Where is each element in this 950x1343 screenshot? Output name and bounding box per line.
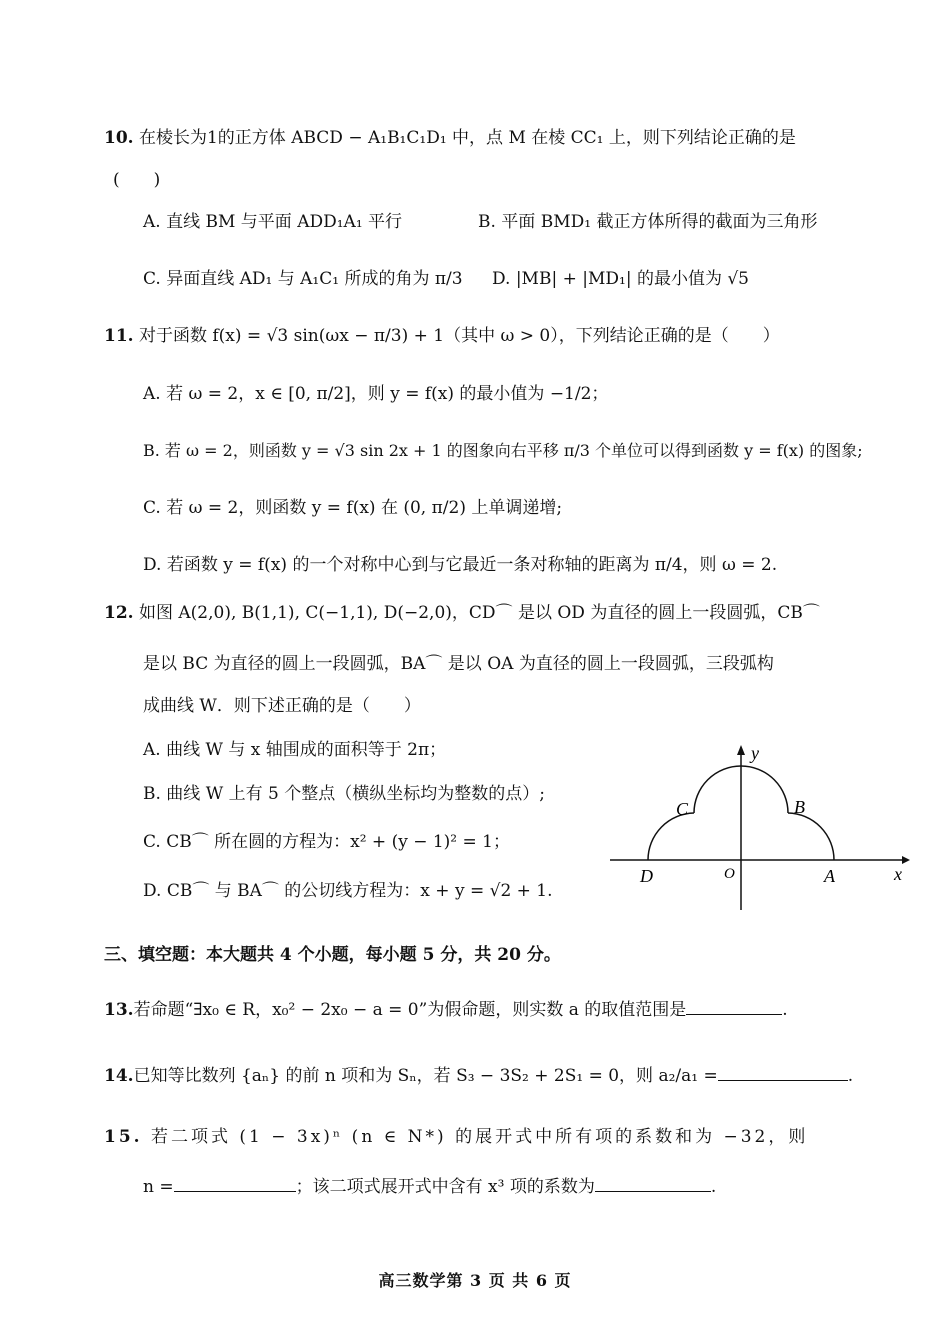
q12-number: 12. [104, 603, 134, 623]
q15-line2 [143, 1173, 716, 1199]
q12-stem-line3: 成曲线 W．则下述正确的是（ ） [143, 696, 421, 716]
q12-figure [600, 735, 920, 915]
q11-text: 对于函数 f(x) = √3 sin(ωx − π/3) + 1（其中 ω > 0），下列结论正确的是（ ） [138, 326, 780, 346]
q10-option-b: B. 平面 BMD₁ 截正方体所得的截面为三角形 [478, 212, 818, 232]
q12-option-a: A. 曲线 W 与 x 轴围成的面积等于 2π； [143, 740, 447, 760]
q15-text1: 若二项式 (1 − 3x)ⁿ (n ∈ N*) 的展开式中所有项的系数和为 −32，则 [150, 1127, 809, 1147]
section-3-title: 三、填空题：本大题共 4 个小题，每小题 5 分，共 20 分。 [104, 945, 561, 965]
q11-option-a: A. 若 ω = 2，x ∈ [0, π/2]，则 y = f(x) 的最小值为 −1/2； [143, 384, 609, 404]
q14-number: 14. [104, 1066, 134, 1086]
label-origin: O [724, 866, 735, 882]
q13-text: 若命题“∃x₀ ∈ R，x₀² − 2x₀ − a = 0”为假命题，则实数 a 的取值范围是 [133, 1000, 687, 1020]
q10-stem [104, 126, 796, 150]
x-axis-arrow-icon [902, 856, 910, 864]
q10-text: 在棱长为1的正方体 ABCD − A₁B₁C₁D₁ 中，点 M 在棱 CC₁ 上，则下列结论正确的是 [138, 128, 796, 148]
q10-option-d: D. |MB| + |MD₁| 的最小值为 √5 [492, 269, 750, 289]
q15-end: . [710, 1177, 717, 1197]
q14-answer-blank[interactable] [718, 1062, 848, 1081]
label-c: C [676, 799, 689, 819]
q12-option-b: B. 曲线 W 上有 5 个整点（横纵坐标均为整数的点）; [143, 784, 545, 804]
q12-option-c: C. CB⌒ 所在圆的方程为：x² + (y − 1)² = 1； [143, 832, 510, 852]
q15-answer-blank-1[interactable] [174, 1173, 296, 1192]
q11-option-d: D. 若函数 y = f(x) 的一个对称中心到与它最近一条对称轴的距离为 π/4，则 ω = 2. [143, 555, 778, 575]
q10-paren: ( ) [113, 170, 161, 190]
q12-option-d: D. CB⌒ 与 BA⌒ 的公切线方程为：x + y = √2 + 1. [143, 881, 553, 901]
q13-number: 13. [104, 1000, 134, 1020]
q10-number: 10. [104, 128, 134, 148]
label-d: D [640, 866, 653, 886]
q14 [104, 1062, 853, 1088]
y-axis-arrow-icon [737, 745, 745, 755]
q14-end: . [847, 1066, 854, 1086]
q11-option-c: C. 若 ω = 2，则函数 y = f(x) 在 (0, π/2) 上单调递增; [143, 498, 563, 518]
q15-line1 [104, 1125, 808, 1149]
arc-cd [648, 813, 694, 860]
q11-option-b: B. 若 ω = 2，则函数 y = √3 sin 2x + 1 的图象向右平移 π/3 个单位可以得到函数 y = f(x) 的图象; [143, 441, 863, 460]
q10-option-c: C. 异面直线 AD₁ 与 A₁C₁ 所成的角为 π/3 [143, 269, 463, 289]
page-footer: 高三数学第 3 页 共 6 页 [378, 1271, 572, 1290]
q15-text2b: ；该二项式展开式中含有 x³ 项的系数为 [295, 1177, 595, 1197]
q11-number: 11. [104, 326, 134, 346]
q15-text2a: n = [143, 1177, 174, 1197]
q14-text: 已知等比数列 {aₙ} 的前 n 项和为 Sₙ，若 S₃ − 3S₂ + 2S₁ = 0，则 a₂/a₁ = [133, 1066, 718, 1086]
q12-stem-line2: 是以 BC 为直径的圆上一段圆弧，BA⌒ 是以 OA 为直径的圆上一段圆弧，三段弧构 [143, 654, 774, 674]
q12-stem-line1 [104, 601, 820, 625]
label-x: x [894, 864, 902, 884]
q15-number: 15. [104, 1127, 143, 1147]
q12-text1: 如图 A(2,0), B(1,1), C(−1,1), D(−2,0)，CD⌒ 是以 OD 为直径的圆上一段圆弧，CB⌒ [138, 603, 820, 623]
label-b: B [794, 797, 805, 817]
q10-option-a: A. 直线 BM 与平面 ADD₁A₁ 平行 [143, 212, 403, 232]
q13 [104, 996, 788, 1022]
label-y: y [751, 743, 759, 763]
arc-ba [788, 813, 834, 860]
q13-answer-blank[interactable] [686, 996, 782, 1015]
q11-stem [104, 324, 780, 348]
q15-answer-blank-2[interactable] [595, 1173, 711, 1192]
label-a: A [824, 866, 835, 886]
q13-end: . [782, 1000, 788, 1020]
